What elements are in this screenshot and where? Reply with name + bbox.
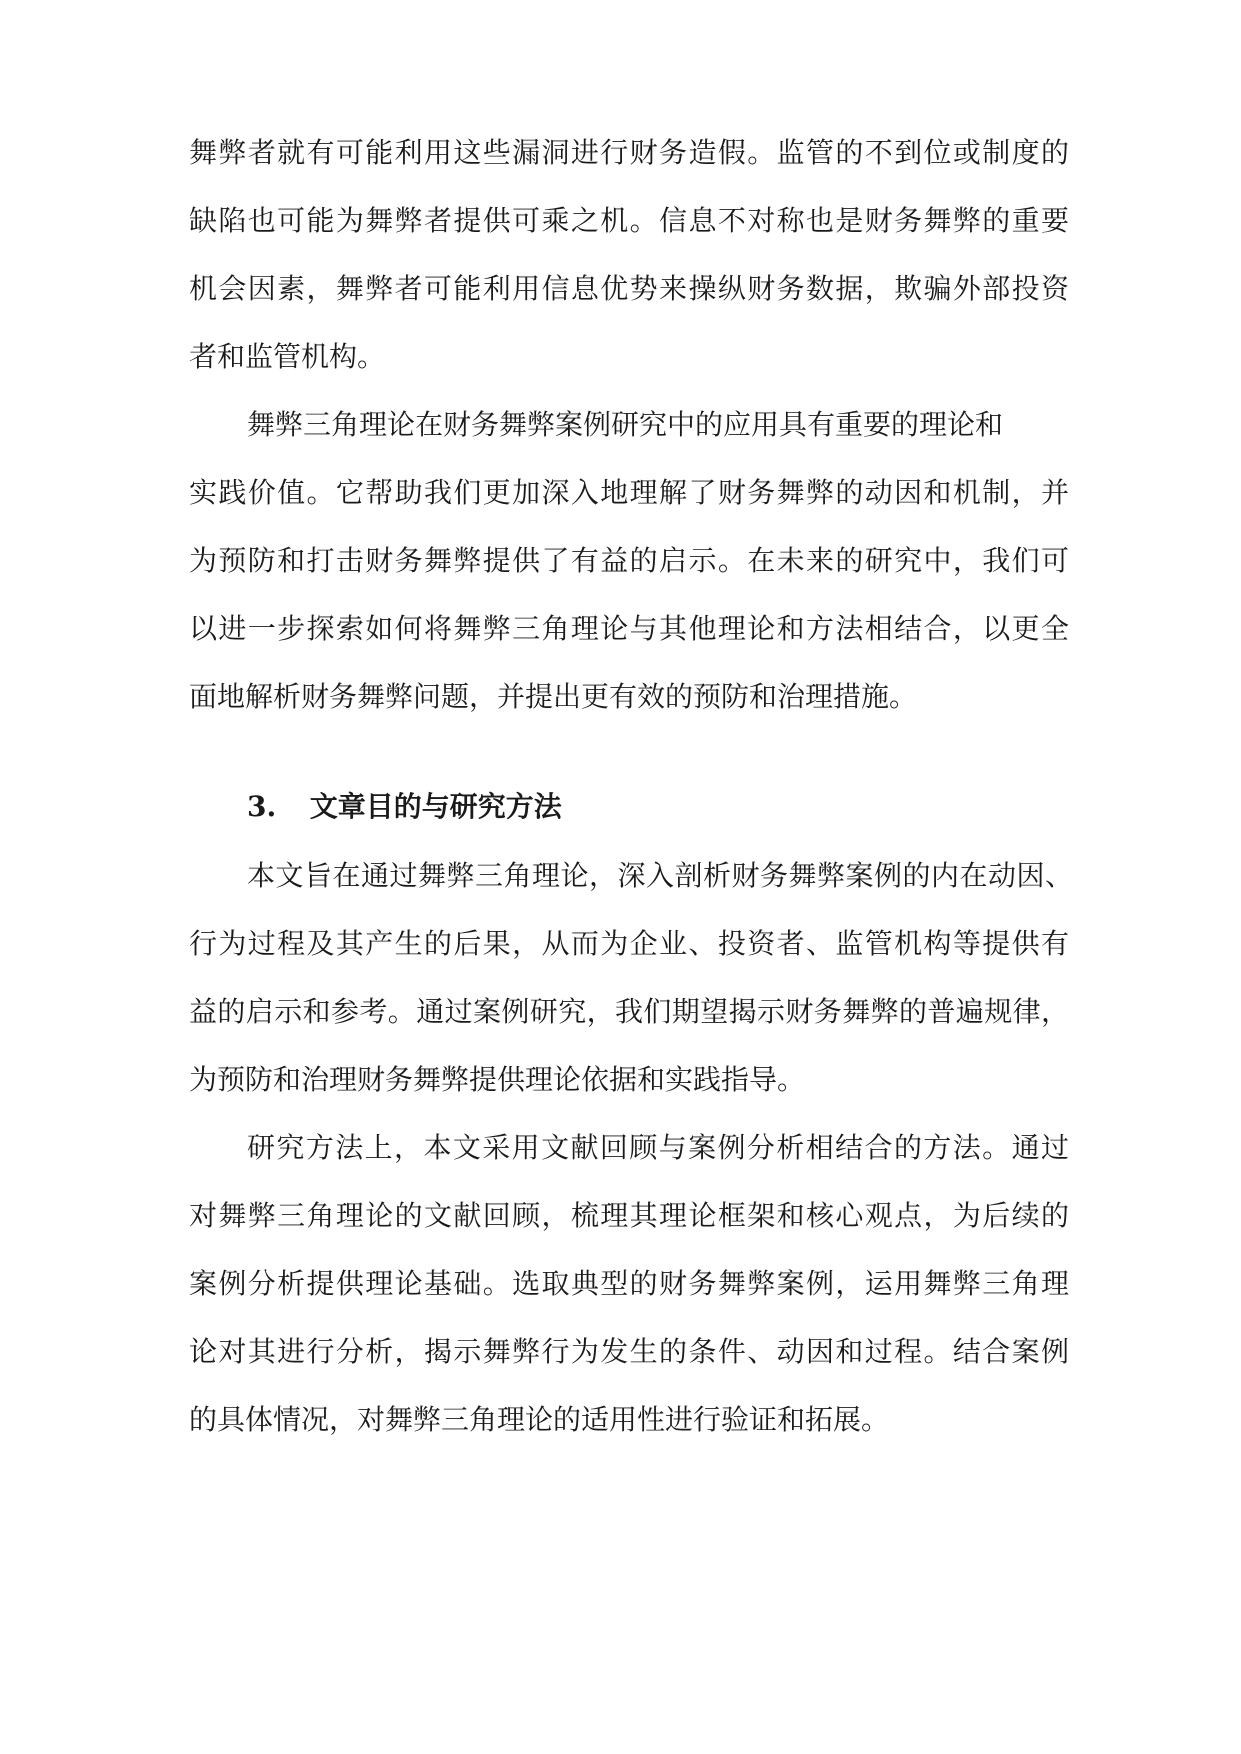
paragraph-line: 论对其进行分析，揭示舞弊行为发生的条件、动因和过程。结合案例: [189, 1335, 1069, 1368]
paragraph-line: 为预防和治理财务舞弊提供理论依据和实践指导。: [189, 1063, 806, 1096]
paragraph-line: 以进一步探索如何将舞弊三角理论与其他理论和方法相结合，以更全: [189, 612, 1069, 645]
paragraph-line: 面地解析财务舞弊问题，并提出更有效的预防和治理措施。: [189, 680, 918, 713]
section-heading: [247, 787, 847, 827]
section-title: 文章目的与研究方法: [309, 790, 562, 823]
paragraph-line: 舞弊者就有可能利用这些漏洞进行财务造假。监管的不到位或制度的: [189, 136, 1069, 169]
paragraph-line: 缺陷也可能为舞弊者提供可乘之机。信息不对称也是财务舞弊的重要: [189, 204, 1069, 237]
paragraph-line: 研究方法上，本文采用文献回顾与案例分析相结合的方法。通过: [247, 1131, 1069, 1164]
paragraph-line: 舞弊三角理论在财务舞弊案例研究中的应用具有重要的理论和: [247, 408, 1004, 441]
paragraph-line: 机会因素，舞弊者可能利用信息优势来操纵财务数据，欺骗外部投资: [189, 272, 1069, 305]
paragraph-line: 案例分析提供理论基础。选取典型的财务舞弊案例，运用舞弊三角理: [189, 1267, 1069, 1300]
section-number: 3.: [247, 790, 277, 823]
paragraph-line: 益的启示和参考。通过案例研究，我们期望揭示财务舞弊的普遍规律，: [189, 995, 1069, 1028]
paragraph-line: 实践价值。它帮助我们更加深入地理解了财务舞弊的动因和机制，并: [189, 476, 1069, 509]
paragraph-line: 为预防和打击财务舞弊提供了有益的启示。在未来的研究中，我们可: [189, 544, 1069, 577]
paragraph-line: 本文旨在通过舞弊三角理论，深入剖析财务舞弊案例的内在动因、: [247, 859, 1073, 892]
paragraph-line: 对舞弊三角理论的文献回顾，梳理其理论框架和核心观点，为后续的: [189, 1199, 1069, 1232]
paragraph-line: 行为过程及其产生的后果，从而为企业、投资者、监管机构等提供有: [189, 927, 1069, 960]
paragraph-line: 的具体情况，对舞弊三角理论的适用性进行验证和拓展。: [189, 1403, 890, 1436]
paragraph-line: 者和监管机构。: [189, 340, 386, 373]
